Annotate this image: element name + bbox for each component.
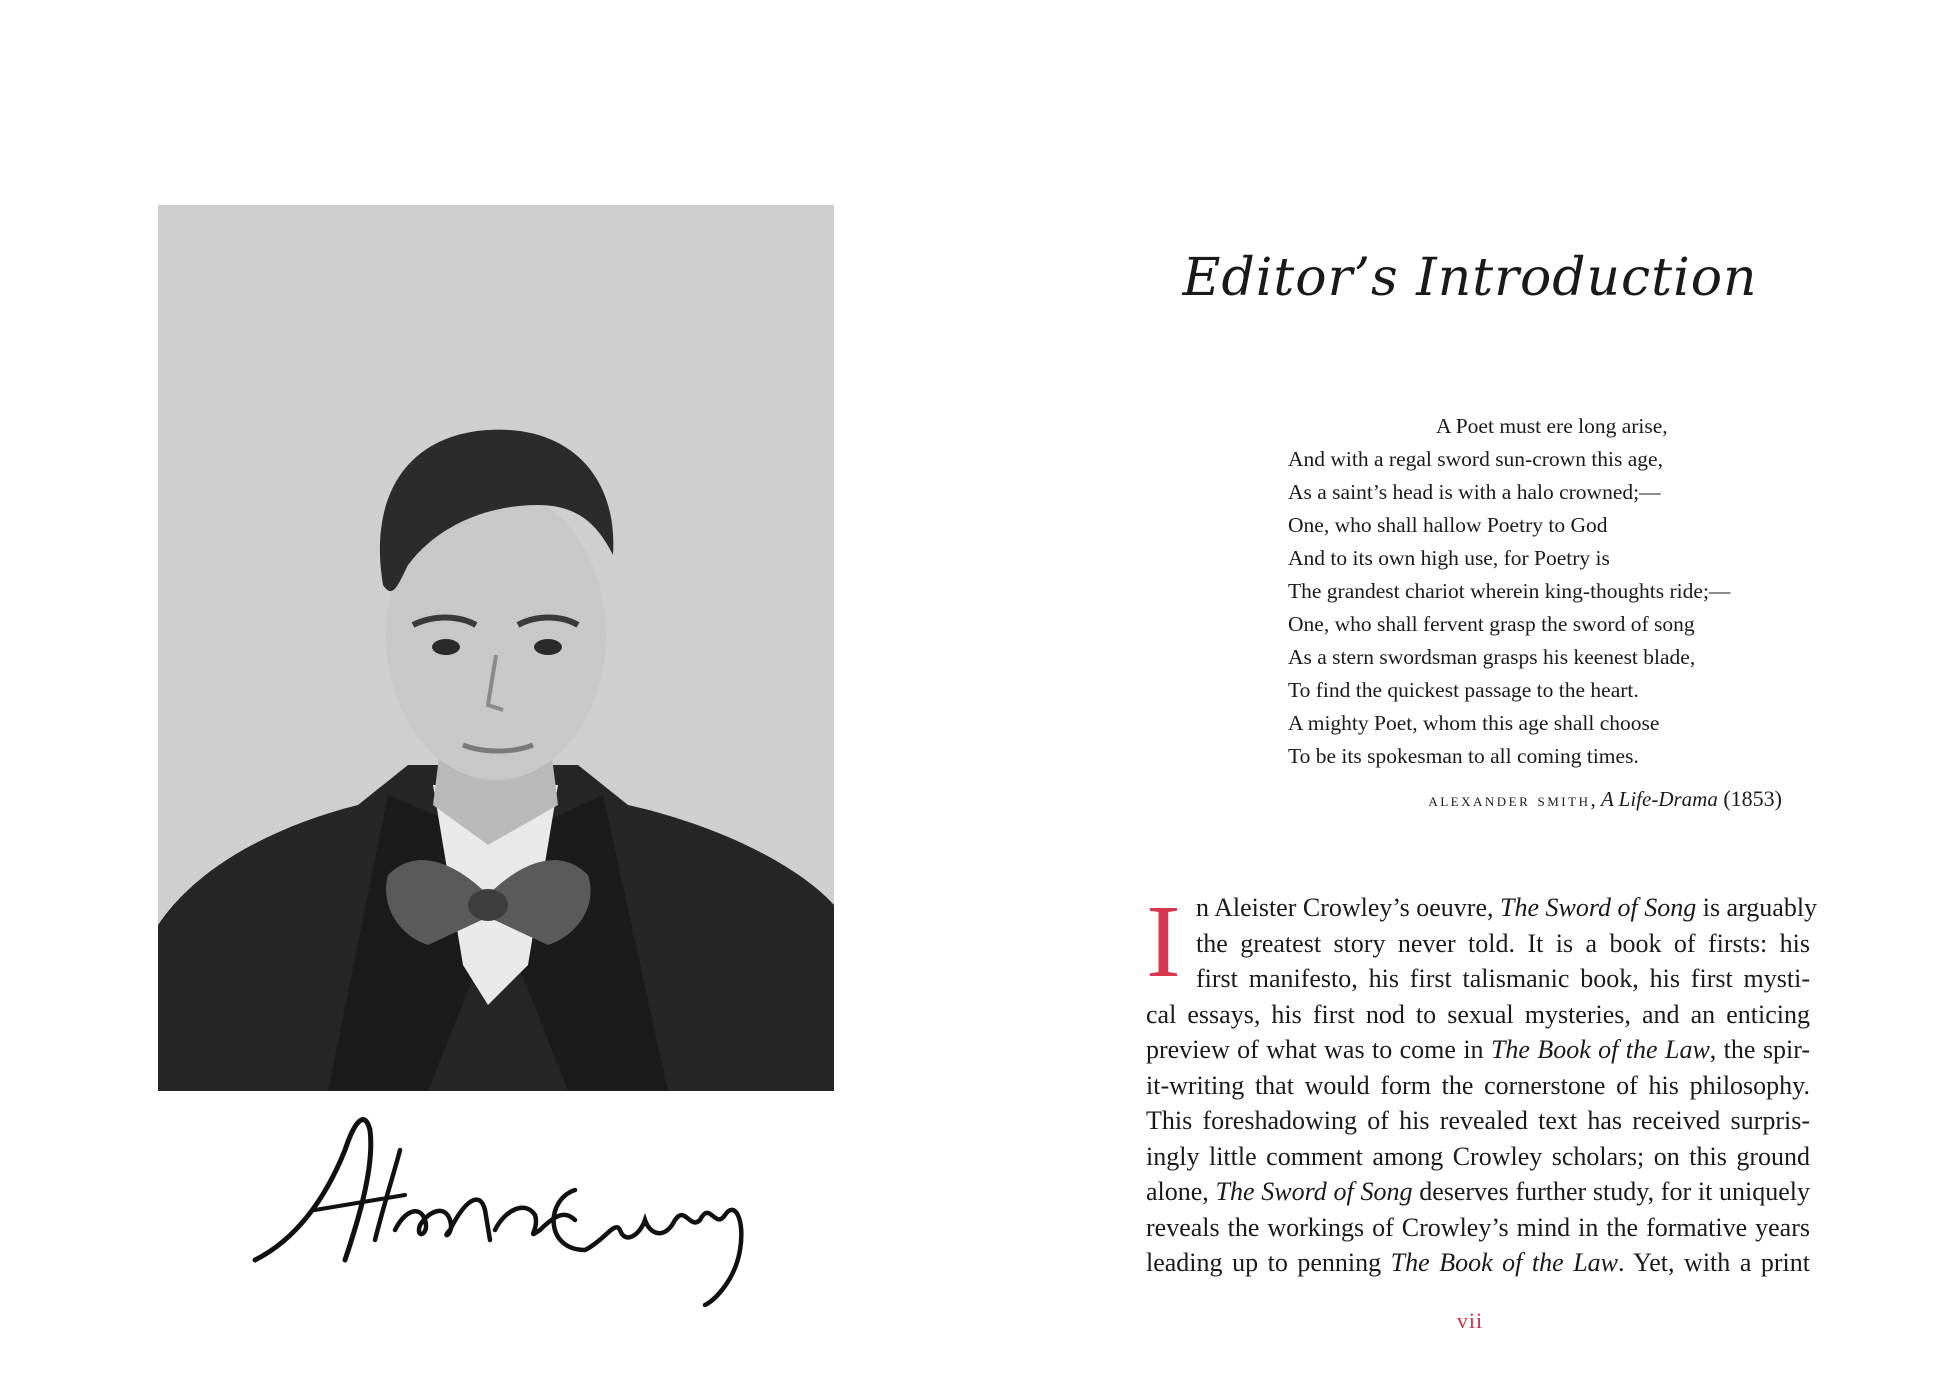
epigraph-line: A mighty Poet, whom this age shall choose (1288, 711, 1660, 735)
body-line: ingly little comment among Crowley scholars; on this ground (1146, 1141, 1810, 1171)
book-title: The Sword of Song (1215, 1177, 1413, 1206)
body-line: first manifesto, his first talismanic book, his first mysti- (1196, 964, 1810, 993)
body-line: the greatest story never told. It is a book of firsts: his (1196, 928, 1810, 958)
body-line (1146, 1174, 1810, 1210)
book-title: The Sword of Song (1500, 893, 1697, 922)
book-title: The Book of the Law (1490, 1035, 1710, 1064)
right-page (980, 0, 1960, 1400)
text-run: is arguably (1696, 893, 1818, 922)
body-line: it-writing that would form the cornerstone of his philosophy. (1146, 1070, 1810, 1100)
text-run: alone, (1146, 1177, 1216, 1206)
epigraph-line: One, who shall hallow Poetry to God (1288, 513, 1608, 537)
epigraph-line: A Poet must ere long arise, (1436, 414, 1668, 438)
chapter-title: Editor’s Introduction (1182, 248, 1758, 308)
text-run: , the spir- (1709, 1035, 1810, 1064)
text-run: preview of what was to come in (1146, 1035, 1491, 1064)
body-line (1146, 1032, 1810, 1068)
epigraph-line: And with a regal sword sun-crown this age, (1288, 447, 1663, 471)
text-run: deserves further study, for it uniquely (1412, 1177, 1811, 1206)
attribution-work: A Life-Drama (1600, 787, 1718, 811)
text-run: n Aleister Crowley’s oeuvre, (1196, 893, 1500, 922)
epigraph-line: As a stern swordsman grasps his keenest blade, (1288, 645, 1696, 669)
epigraph-line: The grandest chariot wherein king-thoughts ride;— (1288, 579, 1731, 603)
body-line: reveals the workings of Crowley’s mind in the formative years (1146, 1212, 1810, 1242)
epigraph-line: To be its spokesman to all coming times. (1288, 744, 1639, 768)
body-line: cal essays, his first nod to sexual mysteries, and an enticing (1146, 999, 1810, 1029)
drop-cap: I (1146, 884, 1181, 999)
epigraph (1288, 410, 1848, 773)
epigraph-line: One, who shall fervent grasp the sword of song (1288, 612, 1695, 636)
attribution-author: alexander smith (1428, 790, 1591, 811)
epigraph-line: To find the quickest passage to the heart. (1288, 678, 1639, 702)
body-line: This foreshadowing of his revealed text has received surpris- (1146, 1106, 1810, 1135)
page-number: vii (1456, 1308, 1484, 1333)
signature-image (245, 1090, 785, 1310)
text-run: . Yet, with a print (1618, 1248, 1810, 1277)
body-line (1146, 890, 1818, 926)
portrait-photo (158, 205, 834, 1091)
epigraph-line: And to its own high use, for Poetry is (1288, 546, 1610, 570)
attribution-year: (1853) (1717, 786, 1782, 811)
epigraph-line: As a saint’s head is with a halo crowned;— (1288, 480, 1661, 504)
attribution-separator: , (1590, 787, 1601, 811)
body-line (1146, 1245, 1810, 1281)
text-run: leading up to penning (1146, 1248, 1391, 1277)
epigraph-attribution (1268, 786, 1782, 812)
book-title: The Book of the Law (1390, 1248, 1619, 1277)
body-text (1146, 884, 1818, 1281)
